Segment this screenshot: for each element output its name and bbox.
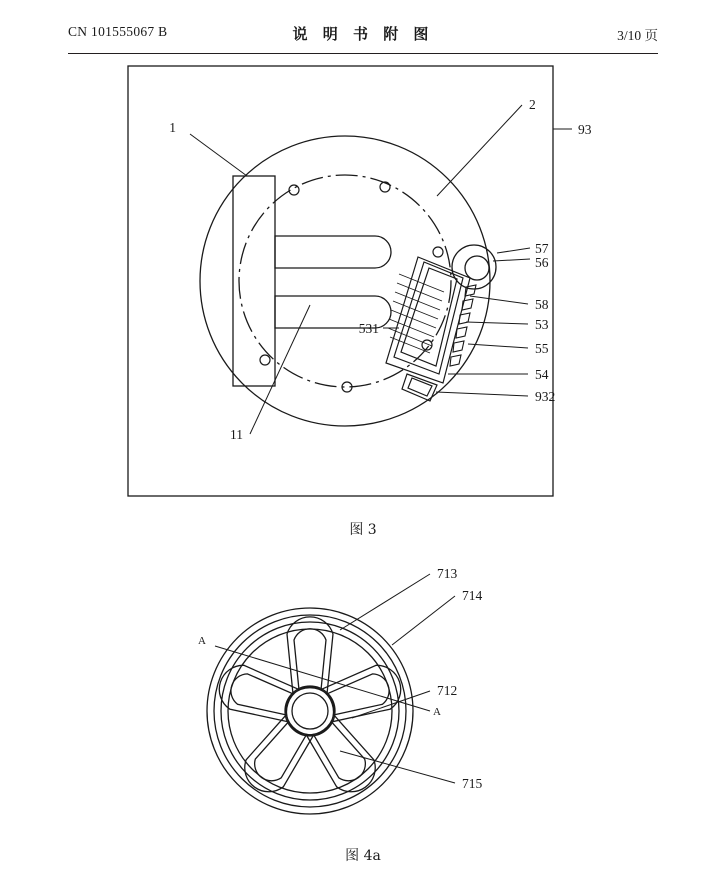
page-header [68, 24, 658, 54]
header-divider [68, 53, 658, 54]
fig4a-label-712: 712 [437, 683, 458, 698]
fig3-label-53: 53 [535, 317, 549, 332]
page-number-marker: 3/10 页 [617, 28, 658, 43]
page-title: 说 明 书 附 图 [292, 25, 434, 43]
fig4a-label-713: 713 [437, 566, 458, 581]
figure-4a-caption: 图 4a [345, 848, 381, 864]
fig3-label-56: 56 [535, 255, 549, 270]
fig3-label-54: 54 [535, 367, 549, 382]
figure-4a-drawing [0, 548, 726, 838]
fig3-upper-arm [275, 236, 391, 268]
fig3-label-932: 932 [535, 389, 556, 404]
fig3-outer-frame [128, 66, 556, 496]
fig3-label-55: 55 [535, 341, 549, 356]
fig3-label-1: 1 [169, 120, 176, 135]
fig3-label-2: 2 [529, 97, 536, 112]
fig3-leader-lines [190, 105, 572, 434]
fig4a-label-715: 715 [462, 776, 483, 791]
fig4a-ring-second [214, 615, 406, 807]
fig4a-ring-inner [228, 629, 392, 793]
patent-number: CN 101555067 B [68, 24, 168, 39]
fig3-label-57: 57 [535, 241, 549, 256]
fig4a-label-A-left: A [198, 635, 206, 647]
fig4a-hub-inner [292, 693, 328, 729]
fig3-label-93: 93 [578, 122, 592, 137]
fig3-rack-assembly [386, 257, 476, 401]
fig3-label-531: 531 [358, 321, 379, 336]
fig3-label-58: 58 [535, 297, 549, 312]
figure-3-drawing [0, 56, 726, 516]
fig4a-labels [198, 566, 482, 791]
fig4a-label-714: 714 [462, 588, 483, 603]
fig3-bolt-circle [239, 175, 451, 387]
fig3-label-11: 11 [230, 427, 243, 442]
figure-3-caption: 图 3 [349, 522, 377, 538]
fig3-boss-inner [465, 256, 489, 280]
fig4a-label-A-right: A [433, 706, 441, 718]
